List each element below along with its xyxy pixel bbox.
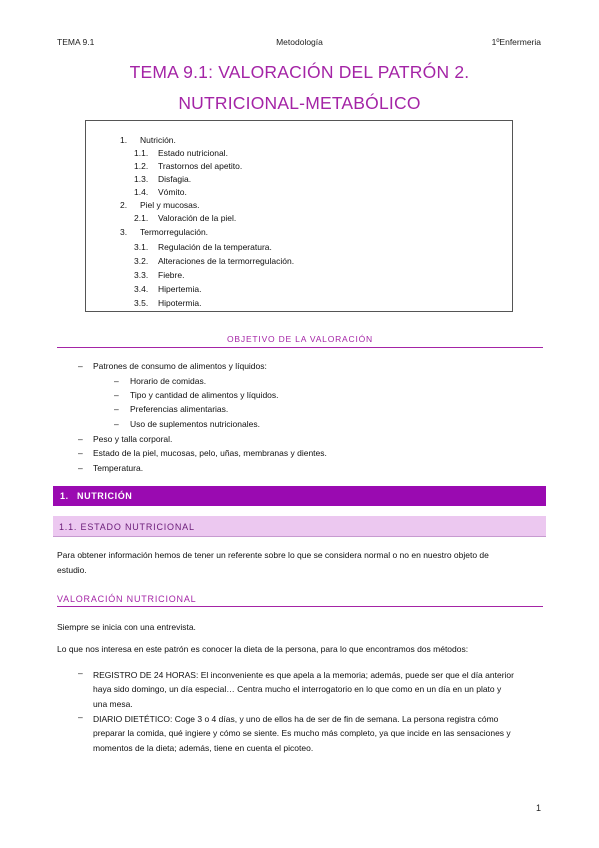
list-dash: – [78, 434, 83, 444]
toc-item: 3.3. Fiebre. [134, 270, 185, 280]
list-dash: – [114, 404, 119, 414]
objective-heading: OBJETIVO DE LA VALORACIÓN [227, 334, 373, 344]
heading-rule [57, 606, 543, 607]
bullet-line: una mesa. [93, 699, 133, 709]
paragraph: Siempre se inicia con una entrevista. [57, 622, 196, 632]
table-of-contents [85, 120, 513, 312]
toc-item: 1.1. Estado nutricional. [134, 148, 228, 158]
toc-item: 2. Piel y mucosas. [120, 200, 200, 210]
list-dash: – [114, 376, 119, 386]
list-item: Tipo y cantidad de alimentos y líquidos. [130, 390, 279, 400]
toc-item: 1.3. Disfagia. [134, 174, 192, 184]
list-item: Estado de la piel, mucosas, pelo, uñas, membranas y dientes. [93, 448, 327, 458]
list-item: Temperatura. [93, 463, 144, 473]
toc-item: 3. Termorregulación. [120, 227, 209, 237]
toc-item: 3.2. Alteraciones de la termorregulación. [134, 256, 295, 266]
toc-item: 3.5. Hipotermia. [134, 298, 202, 308]
bullet-line: preparar la comida, qué ingiere y cómo se siente. Es mucho más completo, ya que incide en las sensaciones y [93, 728, 511, 738]
list-item: Patrones de consumo de alimentos y líquidos: [93, 361, 267, 371]
page-title-line1: TEMA 9.1: VALORACIÓN DEL PATRÓN 2. [129, 62, 470, 82]
toc-item: 1.2. Trastornos del apetito. [134, 161, 243, 171]
valoracion-heading: VALORACIÓN NUTRICIONAL [57, 594, 197, 604]
header-center: Metodología [276, 37, 323, 47]
bullet-line: DIARIO DIETÉTICO: Coge 3 o 4 días, y uno de ellos ha de ser de fin de semana. La persona registra cómo [93, 714, 499, 724]
heading-rule [57, 347, 543, 348]
page-number: 1 [535, 803, 541, 813]
list-dash: – [114, 419, 119, 429]
header-right: 1ºEnfermeria [491, 37, 541, 47]
list-dash: – [78, 668, 83, 678]
toc-item: 1.4. Vómito. [134, 187, 187, 197]
toc-item: 1. Nutrición. [120, 135, 176, 145]
header-left: TEMA 9.1 [57, 37, 95, 47]
list-dash: – [114, 390, 119, 400]
list-dash: – [78, 463, 83, 473]
list-item: Horario de comidas. [130, 376, 207, 386]
toc-item: 2.1. Valoración de la piel. [134, 213, 237, 223]
section-number: 1. [60, 491, 69, 501]
list-dash: – [78, 712, 83, 722]
list-dash: – [78, 448, 83, 458]
bullet-line: momentos de la dieta; además, tiene en cuenta el picoteo. [93, 743, 314, 753]
toc-item: 3.1. Regulación de la temperatura. [134, 242, 272, 252]
bullet-line: haya sido domingo, un día especial… Centra mucho el interrogatorio en lo que como en un día en un plato y [93, 684, 502, 694]
paragraph: Lo que nos interesa en este patrón es conocer la dieta de la persona, para lo que encontramos dos métodos: [57, 644, 469, 654]
section-heading-nutricion [53, 486, 546, 506]
intro-line1: Para obtener información hemos de tener un referente sobre lo que se considera normal o no en nuestro objeto de [57, 550, 489, 560]
page-title-line2: NUTRICIONAL-METABÓLICO [178, 93, 421, 113]
toc-item: 3.4. Hipertemia. [134, 284, 202, 294]
bullet-line: REGISTRO DE 24 HORAS: El inconveniente es que apela a la memoria; además, puede ser que el día anterior [93, 670, 514, 680]
list-item: Peso y talla corporal. [93, 434, 173, 444]
intro-line2: estudio. [57, 565, 87, 575]
section-title: NUTRICIÓN [77, 491, 133, 501]
subsection-heading-estado-nutricional [53, 516, 546, 537]
list-dash: – [78, 361, 83, 371]
list-item: Uso de suplementos nutricionales. [130, 419, 260, 429]
subsection-title: 1.1. ESTADO NUTRICIONAL [59, 522, 195, 532]
list-item: Preferencias alimentarias. [130, 404, 229, 414]
